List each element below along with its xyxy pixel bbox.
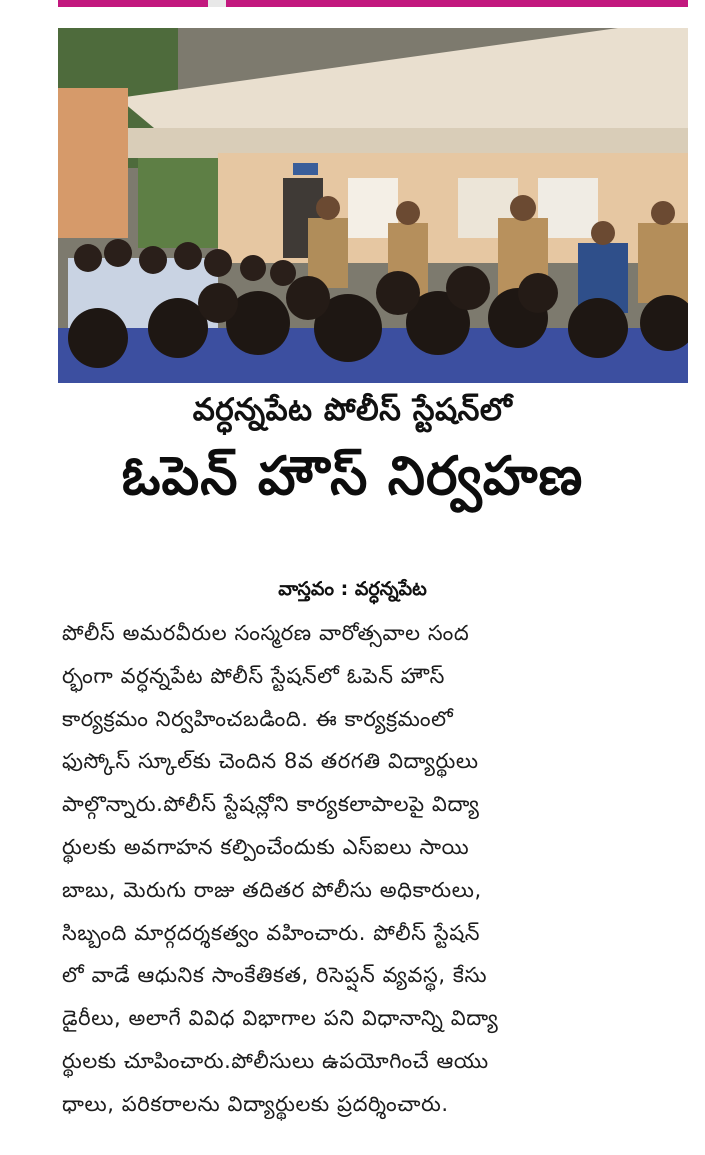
body-line: ర్భంగా వర్ధన్నపేట పోలీస్ స్టేషన్‌లో ఓపెన్ హౌస్ xyxy=(62,663,445,688)
body-line: లో వాడే ఆధునిక సాంకేతికత, రిసెప్షన్ వ్యవస్థ, కేసు xyxy=(62,963,488,988)
body-line: ఫుస్కోస్ స్కూల్‌కు చెందిన 8వ తరగతి విద్యార్థులు xyxy=(62,749,479,774)
body-line: ధాలు, పరికరాలను విద్యార్థులకు ప్రదర్శించారు. xyxy=(62,1091,449,1116)
logo-fragment xyxy=(208,0,226,7)
body-line: కార్యక్రమం నిర్వహించబడింది. ఈ కార్యక్రమంలో xyxy=(62,706,454,731)
body-line: పోలీస్ అమరవీరుల సంస్మరణ వారోత్సవాల సంద xyxy=(62,621,470,645)
body-line: ర్థులకు చూపించారు.పోలీసులు ఉపయోగించే ఆయు xyxy=(62,1048,489,1073)
body-line: బాబు, మెరుగు రాజు తదితర పోలీసు అధికారులు, xyxy=(62,877,482,902)
photo-image xyxy=(58,28,688,383)
top-accent-bar xyxy=(58,0,688,7)
body-line: ర్థులకు అవగాహన కల్పించేందుకు ఎస్ఐలు సాయి xyxy=(62,834,470,859)
article-headline: ఓపెన్ హౌస్ నిర్వహణ xyxy=(121,446,584,507)
body-line: పాల్గొన్నారు.పోలీస్ స్టేషన్లోని కార్యకలాపాలపై విద్యా xyxy=(62,792,480,817)
news-photo xyxy=(58,28,688,383)
body-line: డైరీలు, అలాగే వివిధ విభాగాల పని విధానాన్ని విద్యా xyxy=(62,1006,499,1031)
article-kicker: వర్ధన్నపేట పోలీస్ స్టేషన్‌లో xyxy=(192,392,513,428)
article-body xyxy=(62,612,690,1126)
article-dateline: వాస్తవం : వర్ధన్నపేట xyxy=(278,578,427,600)
body-line: సిబ్బంది మార్గదర్శకత్వం వహించారు. పోలీస్ స్టేషన్ xyxy=(62,920,481,945)
